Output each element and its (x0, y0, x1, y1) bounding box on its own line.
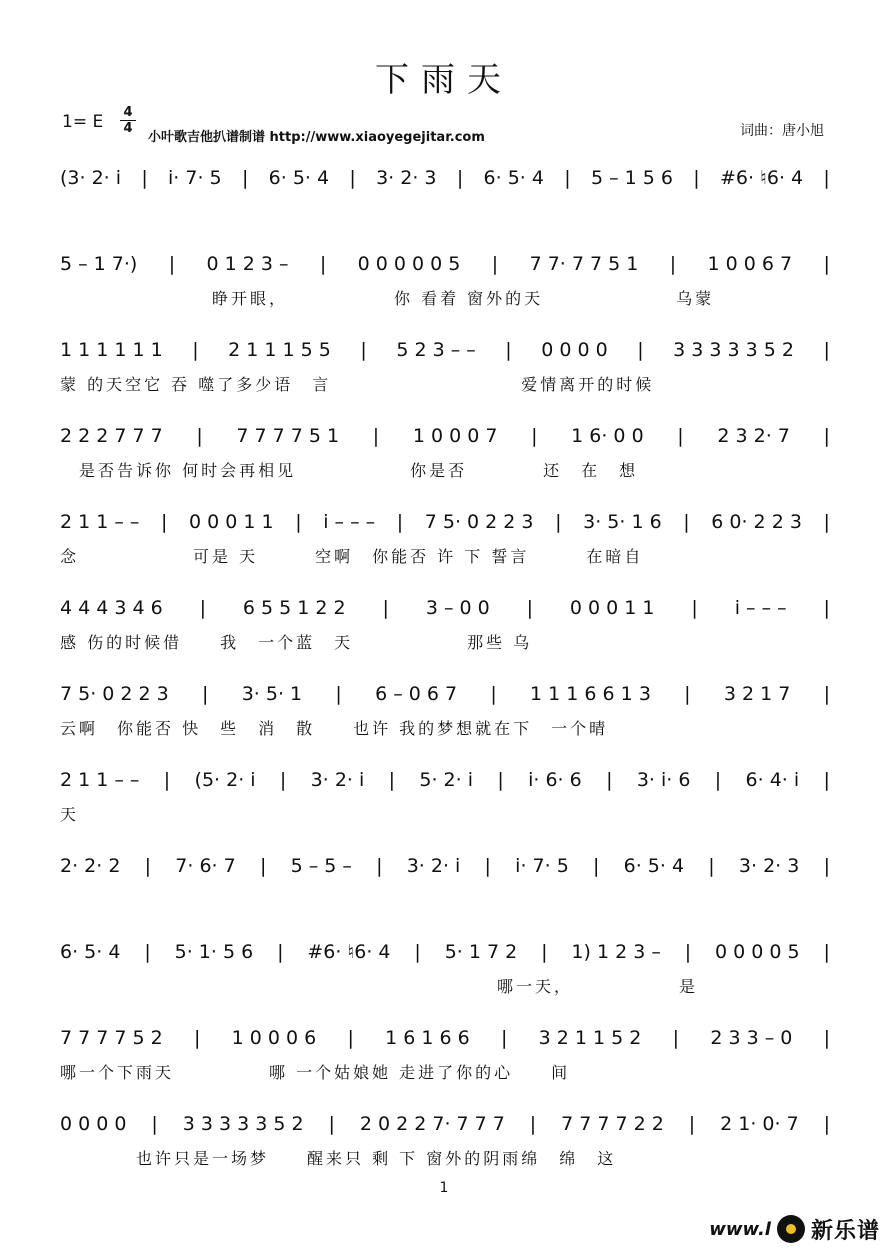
barline: | (372, 425, 380, 447)
lyric-line: 蒙 的天空它 吞 噬了多少语 言 爱情离开的时候 (60, 375, 655, 394)
barline: | (347, 1027, 354, 1049)
lyric-line: 云啊 你能否 快 些 消 散 也许 我的梦想就在下 一个晴 (60, 719, 609, 738)
barline: | (335, 683, 342, 705)
measure: 7 7 7 7 5 1 (236, 425, 340, 447)
source-credit: 小叶歌吉他扒谱制谱 http://www.xiaoyegejitar.com (148, 130, 485, 145)
measure: 0 0 0 0 0 5 (357, 253, 461, 275)
barline: | (823, 769, 830, 791)
measure: 1 6 1 6 6 (385, 1027, 470, 1049)
barline: | (376, 855, 383, 877)
measure: 7 5· 0 2 2 3 (424, 511, 534, 533)
logo-url-text: www.l (709, 1218, 771, 1240)
song-title: 下雨天 (375, 60, 513, 100)
barline: | (823, 511, 830, 533)
measure: 5· 2· i (419, 769, 473, 791)
score-row (60, 332, 830, 412)
barline: | (823, 339, 830, 361)
barline: | (672, 1027, 680, 1049)
barline: | (168, 253, 176, 275)
score-row (60, 504, 830, 584)
barline: | (349, 167, 356, 189)
measure: i· 6· 6 (528, 769, 582, 791)
barline: | (295, 511, 302, 533)
score-row (60, 160, 830, 240)
barline: | (490, 683, 497, 705)
lyric-line (60, 888, 830, 914)
measure: 1 0 0 0 6 (231, 1027, 317, 1049)
barline: | (823, 683, 830, 705)
notation-line (60, 848, 830, 884)
measure: 6· 5· 4 (483, 167, 544, 189)
measure: 3 3 3 3 3 5 2 (182, 1113, 304, 1135)
barline: | (202, 683, 209, 705)
measure: 7 7 7 7 2 2 (561, 1113, 664, 1135)
measure: 6· 5· 4 (623, 855, 685, 877)
barline: | (388, 769, 396, 791)
barline: | (161, 511, 168, 533)
barline: | (823, 1113, 830, 1135)
measure: #6· ♮6· 4 (719, 167, 804, 189)
measure: i· 7· 5 (515, 855, 569, 877)
score-row (60, 934, 830, 1014)
page-number: 1 (439, 1180, 449, 1196)
score-row (60, 848, 830, 928)
notation-line (60, 418, 830, 454)
lyric-line (60, 200, 830, 226)
barline: | (691, 597, 698, 619)
measure: (5· 2· i (194, 769, 256, 791)
measure: 1 0 0 6 7 (707, 253, 793, 275)
barline: | (823, 167, 830, 189)
measure: 2 1 1 1 5 5 (228, 339, 331, 361)
measure: 4 4 4 3 4 6 (60, 597, 163, 619)
barline: | (693, 167, 700, 189)
measure: 0 0 0 0 (541, 339, 608, 361)
barline: | (541, 941, 548, 963)
record-icon (777, 1215, 805, 1243)
barline: | (564, 167, 571, 189)
measure: 3· 2· 3 (376, 167, 437, 189)
measure: 1 6· 0 0 (571, 425, 644, 447)
lyric-line: 念 可是 天 空啊 你能否 许 下 誓言 在暗自 (60, 547, 644, 566)
barline: | (279, 769, 287, 791)
measure: 5 2 3 – – (396, 339, 476, 361)
barline: | (531, 425, 538, 447)
score-row (60, 1020, 830, 1100)
measure: 6· 4· i (745, 769, 800, 791)
barline: | (319, 253, 327, 275)
barline: | (606, 769, 613, 791)
measure: 0 0 0 1 1 (189, 511, 274, 533)
barline: | (714, 769, 722, 791)
measure: #6· ♮6· 4 (307, 941, 391, 963)
notation-line (60, 1020, 830, 1056)
barline: | (144, 855, 152, 877)
notation-line (60, 676, 830, 712)
barline: | (396, 511, 404, 533)
barline: | (823, 855, 830, 877)
notation-line (60, 332, 830, 368)
measure: 7 7 7 7 5 2 (60, 1027, 163, 1049)
logo-brand: 新乐谱 (810, 1218, 880, 1244)
measure: 0 0 0 0 5 (715, 941, 800, 963)
measure: 1 0 0 0 7 (412, 425, 498, 447)
measure: 3 2 1 7 (723, 683, 791, 705)
measure: 5 – 1 5 6 (590, 167, 673, 189)
measure: 0 0 0 0 (60, 1113, 127, 1135)
barline: | (259, 855, 267, 877)
measure: 5 – 1 7·) (60, 253, 138, 275)
time-signature-top: 4 (123, 105, 133, 120)
barline: | (505, 339, 512, 361)
notation-line (60, 762, 830, 798)
measure: 2 3 3 – 0 (710, 1027, 793, 1049)
notation-line (60, 590, 830, 626)
measure: 2 0 2 2 7· 7 7 7 (359, 1113, 505, 1135)
time-signature-bottom: 4 (123, 121, 133, 136)
score-row (60, 762, 830, 842)
barline: | (684, 941, 692, 963)
barline: | (497, 769, 504, 791)
lyricist-composer: 词曲：唐小旭 (740, 123, 824, 139)
score-row (60, 676, 830, 756)
barline: | (414, 941, 421, 963)
measure: 7 7· 7 7 5 1 (529, 253, 639, 275)
barline: | (823, 597, 830, 619)
site-logo (709, 1212, 880, 1246)
barline: | (141, 167, 148, 189)
notation-line (60, 246, 830, 282)
measure: 0 0 0 1 1 (569, 597, 655, 619)
barline: | (151, 1113, 158, 1135)
measure: 2 3 2· 7 (717, 425, 790, 447)
measure: 3· 2· i (406, 855, 461, 877)
barline: | (241, 167, 249, 189)
barline: | (677, 425, 684, 447)
barline: | (823, 1027, 830, 1049)
barline: | (688, 1113, 696, 1135)
barline: | (484, 855, 491, 877)
lyric-line: 感 伤的时候借 我 一个蓝 天 那些 乌 (60, 633, 533, 652)
measure: i – – – (323, 511, 376, 533)
barline: | (199, 597, 207, 619)
score-row (60, 246, 830, 326)
measure: 6 0· 2 2 3 (711, 511, 802, 533)
measure: 6· 5· 4 (60, 941, 121, 963)
barline: | (669, 253, 677, 275)
notation-line (60, 504, 830, 540)
barline: | (360, 339, 367, 361)
lyric-line: 天 (60, 805, 80, 824)
time-signature (120, 106, 136, 135)
barline: | (529, 1113, 537, 1135)
barline: | (328, 1113, 335, 1135)
measure: 0 1 2 3 – (206, 253, 289, 275)
barline: | (683, 511, 690, 533)
barline: | (593, 855, 600, 877)
measure: 2 1· 0· 7 (720, 1113, 799, 1135)
barline: | (823, 425, 830, 447)
barline: | (823, 253, 830, 275)
barline: | (382, 597, 389, 619)
score-row (60, 418, 830, 498)
measure: i – – – (734, 597, 787, 619)
measure: 5· 1 7 2 (444, 941, 518, 963)
barline: | (163, 769, 171, 791)
measure: 7· 6· 7 (175, 855, 236, 877)
notation-line (60, 934, 830, 970)
notation-line (60, 1106, 830, 1142)
lyric-line: 也许只是一场梦 醒来只 剩 下 窗外的阴雨绵 绵 这 (60, 1149, 617, 1168)
measure: 6· 5· 4 (268, 167, 330, 189)
barline: | (196, 425, 203, 447)
barline: | (491, 253, 499, 275)
measure: 2 1 1 – – (60, 511, 140, 533)
measure: 6 5 5 1 2 2 (242, 597, 346, 619)
lyric-line: 哪一天， 是 (60, 977, 699, 996)
measure: 3· i· 6 (636, 769, 691, 791)
barline: | (456, 167, 464, 189)
barline: | (501, 1027, 508, 1049)
lyric-line: 睁开眼， 你 看着 窗外的天 乌蒙 (60, 289, 715, 308)
measure: 5· 1· 5 6 (174, 941, 254, 963)
barline: | (193, 1027, 201, 1049)
score-row (60, 590, 830, 670)
barline: | (526, 597, 534, 619)
barline: | (555, 511, 562, 533)
measure: 3 3 3 3 3 5 2 (673, 339, 794, 361)
measure: (3· 2· i (60, 167, 122, 189)
barline: | (277, 941, 284, 963)
measure: 2· 2· 2 (60, 855, 121, 877)
measure: 3 2 1 1 5 2 (538, 1027, 642, 1049)
measure: 3 – 0 0 (425, 597, 490, 619)
measure: 3· 2· 3 (738, 855, 800, 877)
measure: 1) 1 2 3 – (571, 941, 661, 963)
measure: i· 7· 5 (168, 167, 222, 189)
measure: 2 1 1 – – (60, 769, 140, 791)
measure: 6 – 0 6 7 (375, 683, 458, 705)
measure: 1 1 1 1 1 1 (60, 339, 163, 361)
barline: | (144, 941, 151, 963)
barline: | (823, 941, 830, 963)
measure: 2 2 2 7 7 7 (60, 425, 163, 447)
key-signature: 1= E (62, 112, 104, 132)
score-row (60, 1106, 830, 1186)
barline: | (684, 683, 691, 705)
barline: | (708, 855, 715, 877)
measure: 1 1 1 6 6 1 3 (530, 683, 651, 705)
measure: 3· 5· 1 (241, 683, 303, 705)
barline: | (637, 339, 644, 361)
measure: 3· 2· i (310, 769, 365, 791)
measure: 3· 5· 1 6 (583, 511, 662, 533)
lyric-line: 哪一个下雨天 哪 一个姑娘她 走进了你的心 间 (60, 1063, 571, 1082)
lyric-line: 是否告诉你 何时会再相见 你是否 还 在 想 (60, 461, 639, 480)
measure: 7 5· 0 2 2 3 (60, 683, 169, 705)
notation-line (60, 160, 830, 196)
barline: | (192, 339, 199, 361)
measure: 5 – 5 – (290, 855, 352, 877)
